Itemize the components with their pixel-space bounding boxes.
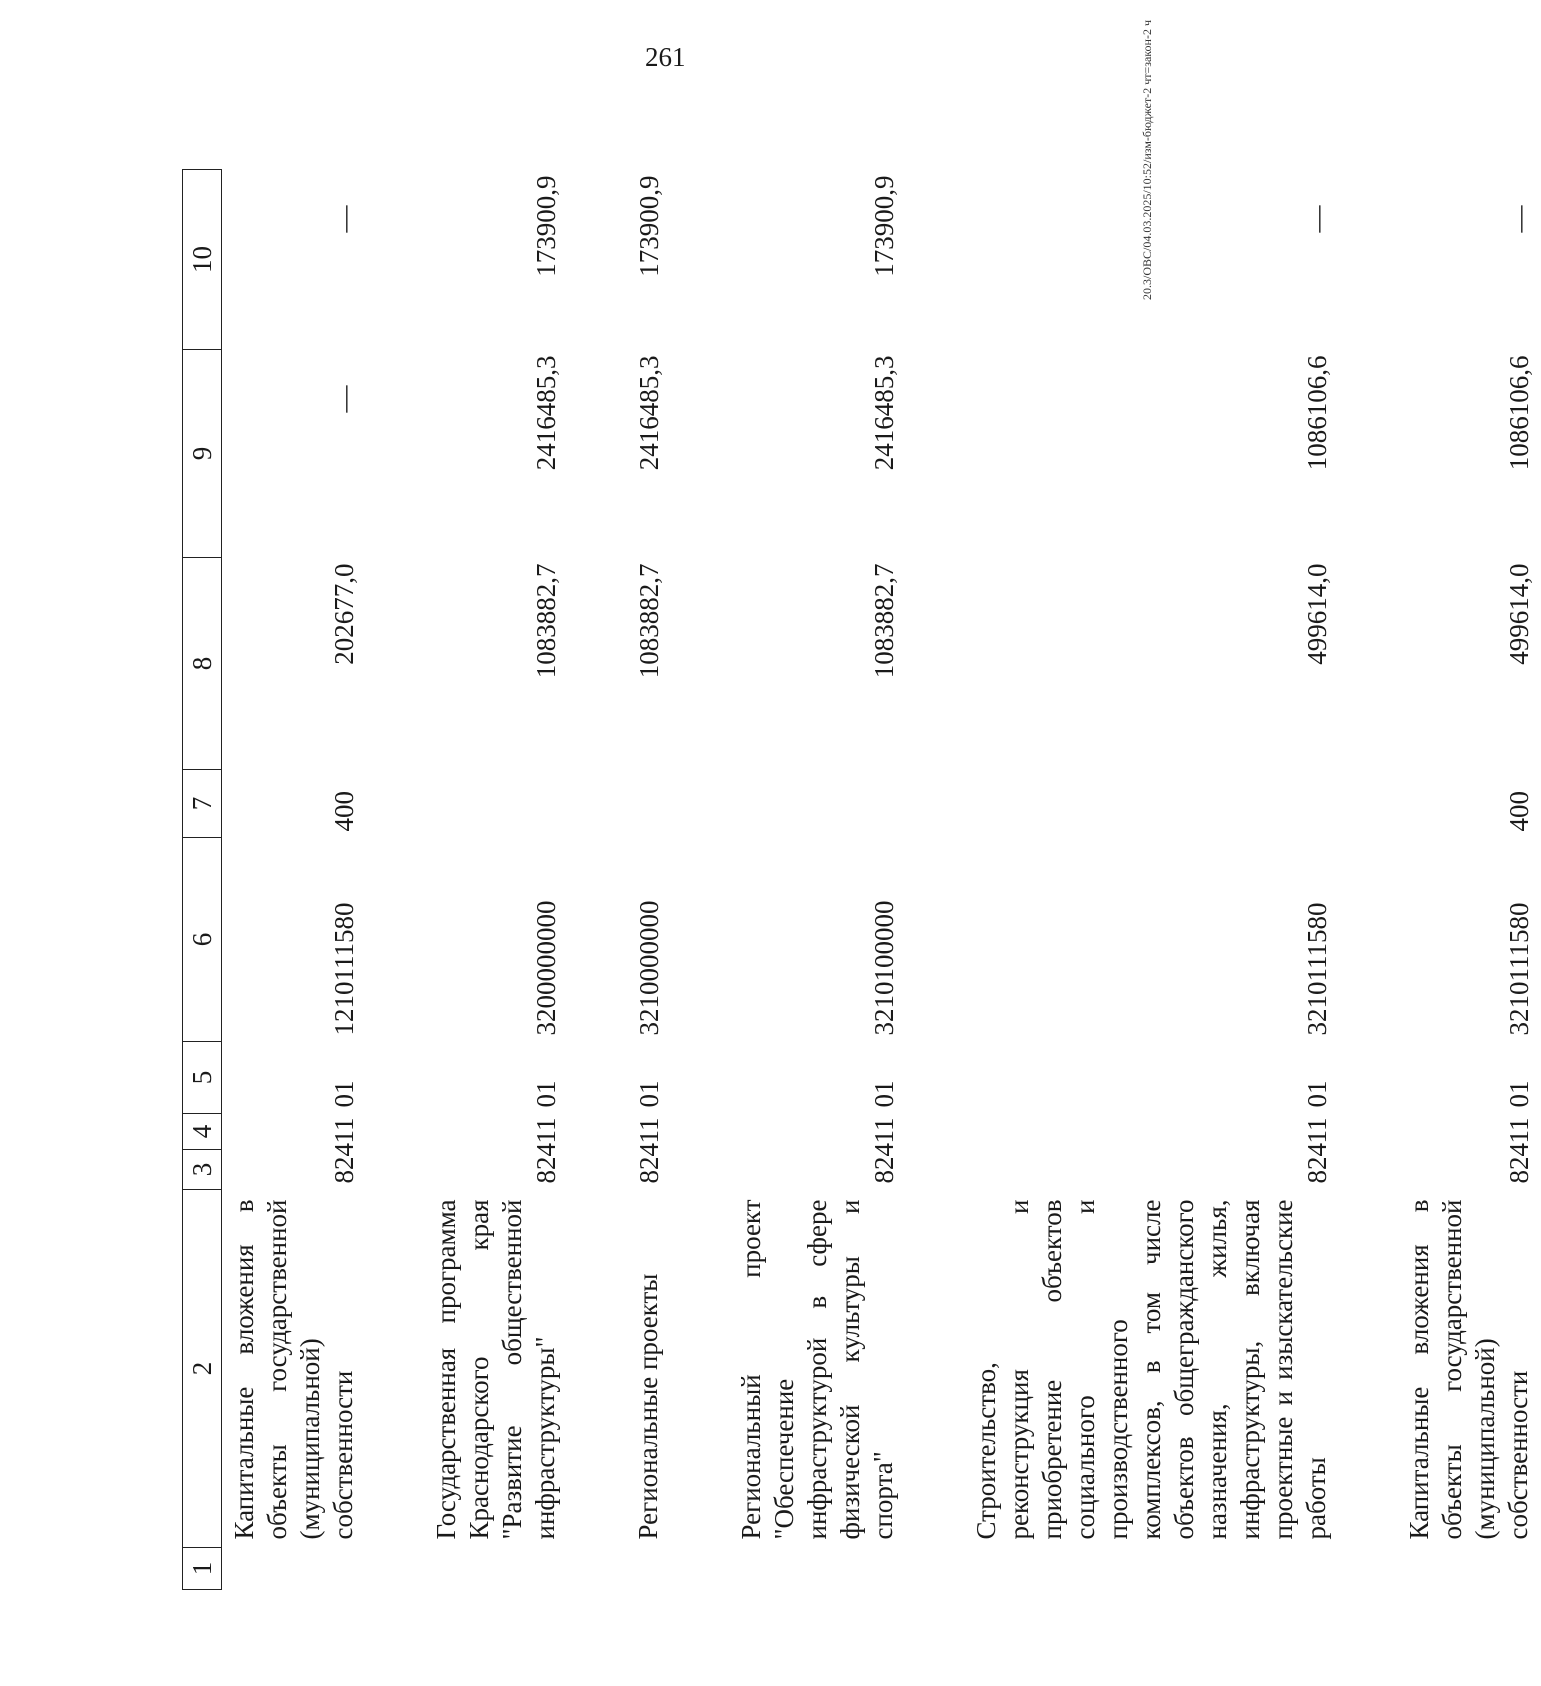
cell-c5: 01 (329, 1080, 359, 1108)
cell-c4: 11 (329, 1117, 359, 1144)
table-body (222, 170, 1541, 1590)
cell-c5: 01 (531, 1080, 561, 1108)
row-description: Региональный проект "Обеспечение инфраструктурой в сфере физической культуры и спорта" (736, 1199, 898, 1540)
cell-c7 (626, 770, 671, 838)
header-cell-5: 5 (183, 1042, 222, 1114)
budget-table-container (182, 170, 1534, 1590)
header-cell-2: 2 (183, 1190, 222, 1548)
table-row (626, 170, 671, 1590)
cell-c10: — (329, 205, 359, 233)
cell-c10: — (1302, 205, 1332, 233)
cell-c5: 01 (869, 1080, 899, 1108)
cell-c7: 400 (1504, 791, 1534, 832)
header-cell-10: 10 (183, 170, 222, 350)
cell-c3: 824 (869, 1143, 899, 1184)
cell-c4: 11 (531, 1117, 561, 1144)
cell-c10: 173900,9 (869, 175, 899, 277)
header-cell-3: 3 (183, 1150, 222, 1190)
cell-c3: 824 (531, 1143, 561, 1184)
cell-c5: 01 (1504, 1080, 1534, 1108)
cell-c8: 1083882,7 (634, 563, 664, 679)
table-row (222, 170, 367, 1590)
row-description: Капитальные вложения в объекты государственной (муниципальной) собственности (229, 1199, 358, 1540)
cell-c3: 824 (1504, 1143, 1534, 1184)
cell-c7 (964, 770, 1339, 838)
cell-c4: 11 (1302, 1117, 1332, 1144)
cell-c8: 1083882,7 (869, 563, 899, 679)
table-row (424, 170, 568, 1590)
cell-c7 (729, 770, 906, 838)
cell-c10: — (1504, 205, 1534, 233)
row-description: Капитальные вложения в объекты государственной (муниципальной) собственности (1404, 1199, 1533, 1540)
cell-c3: 824 (1302, 1143, 1332, 1184)
cell-c7: 400 (329, 791, 359, 832)
cell-c9: 2416485,3 (869, 355, 899, 471)
table-row (964, 170, 1339, 1590)
cell-c9: 1086106,6 (1302, 355, 1332, 471)
cell-c9: — (329, 385, 359, 413)
budget-table (182, 169, 1541, 1590)
cell-c3: 824 (329, 1143, 359, 1184)
footer-stamp: 20.3/ОВС/04.03.2025/10:52/изм-бюджет-2 чт=закон-2 ч (1140, 20, 1154, 300)
page-number: 261 (645, 42, 686, 72)
cell-c9: 1086106,6 (1504, 355, 1534, 471)
header-cell-1: 1 (183, 1548, 222, 1590)
cell-c9: 2416485,3 (634, 355, 664, 471)
header-cell-8: 8 (183, 558, 222, 770)
header-cell-9: 9 (183, 350, 222, 558)
cell-c8: 499614,0 (1302, 563, 1332, 665)
table-header (183, 170, 222, 1590)
cell-c4: 11 (1504, 1117, 1534, 1144)
cell-c4: 11 (869, 1117, 899, 1144)
cell-c8: 202677,0 (329, 563, 359, 665)
cell-c8: 1083882,7 (531, 563, 561, 679)
cell-c10: 173900,9 (531, 175, 561, 277)
row-description: Строительство, реконструкция и приобретение объектов социального и производственного комплексов, в том числе объектов общегражданского назначения, жилья, инфраструктуры, включая проектные и изыскательские работы (971, 1199, 1331, 1540)
cell-c10: 173900,9 (634, 175, 664, 277)
table-row (1397, 170, 1541, 1590)
cell-c3: 824 (634, 1143, 664, 1184)
header-cell-7: 7 (183, 770, 222, 838)
header-cell-6: 6 (183, 838, 222, 1042)
cell-c5: 01 (634, 1080, 664, 1108)
cell-c7 (424, 770, 568, 838)
cell-c4: 11 (634, 1117, 664, 1144)
cell-c6: 3210100000 (869, 900, 899, 1036)
cell-c9: 2416485,3 (531, 355, 561, 471)
cell-c6: 1210111580 (329, 902, 359, 1036)
header-cell-4: 4 (183, 1114, 222, 1150)
cell-c5: 01 (1302, 1080, 1332, 1108)
cell-c6: 3200000000 (531, 900, 561, 1036)
cell-c6: 3210111580 (1504, 902, 1534, 1036)
row-description: Региональные проекты (633, 1273, 663, 1540)
table-row (729, 170, 906, 1590)
cell-c8: 499614,0 (1504, 563, 1534, 665)
cell-c6: 3210000000 (634, 900, 664, 1036)
row-description: Государственная программа Краснодарского края "Развитие общественной инфраструктуры" (431, 1199, 560, 1540)
cell-c6: 3210111580 (1302, 902, 1332, 1036)
